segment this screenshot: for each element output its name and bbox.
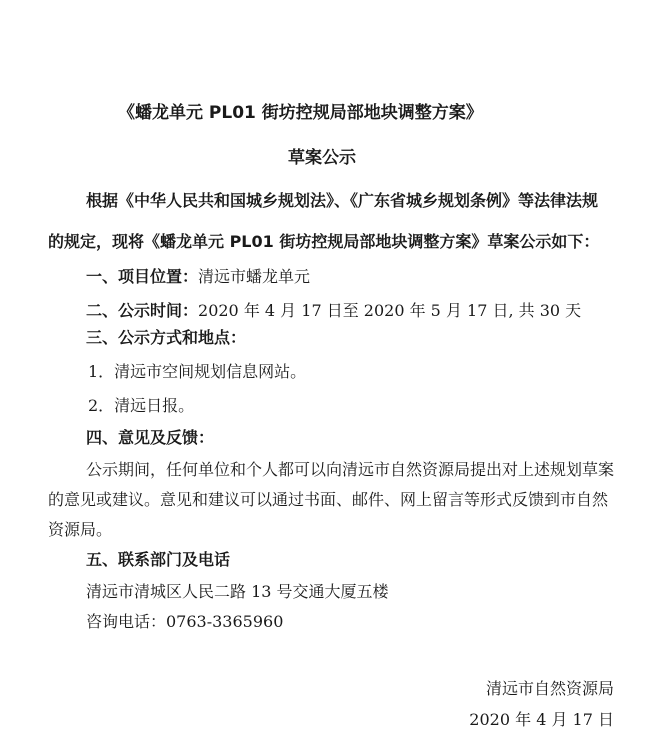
item4-line-1: 公示期间，任何单位和个人都可以向清远市自然资源局提出对上述规划草案	[86, 460, 615, 479]
item2-label: 二、公示时间：	[86, 301, 199, 320]
signature-organization: 清远市自然资源局	[485, 679, 614, 698]
item1-row	[86, 267, 310, 287]
item5-address: 清远市清城区人民二路 13 号交通大厦五楼	[86, 582, 389, 601]
intro-line-1: 根据《中华人民共和国城乡规划法》、《广东省城乡规划条例》等法律法规	[86, 191, 599, 210]
item4-line-2: 的意见或建议。意见和建议可以通过书面、邮件、网上留言等形式反馈到市自然	[48, 490, 609, 509]
item4-label: 四、意见及反馈：	[86, 428, 215, 447]
item1-label: 一、项目位置：	[86, 267, 199, 286]
document-title: 《蟠龙单元 PL01 街坊控规局部地块调整方案》	[118, 103, 483, 123]
item1-value: 清远市蟠龙单元	[198, 267, 311, 286]
signature-date: 2020 年 4 月 17 日	[469, 710, 614, 729]
item5-phone: 咨询电话：0763-3365960	[86, 612, 284, 631]
item3-sub1: 1．清远市空间规划信息网站。	[88, 362, 307, 381]
intro-line-2: 的规定，现将《蟠龙单元 PL01 街坊控规局部地块调整方案》草案公示如下：	[48, 232, 600, 251]
item2-value: 2020 年 4 月 17 日至 2020 年 5 月 17 日, 共 30 天	[198, 301, 582, 320]
item4-line-3: 资源局。	[48, 520, 113, 539]
document-subtitle: 草案公示	[288, 148, 356, 168]
item2-row	[86, 301, 581, 321]
item3-sub2: 2．清远日报。	[88, 396, 195, 415]
item3-label: 三、公示方式和地点：	[86, 328, 247, 347]
item5-label: 五、联系部门及电话	[86, 550, 231, 569]
